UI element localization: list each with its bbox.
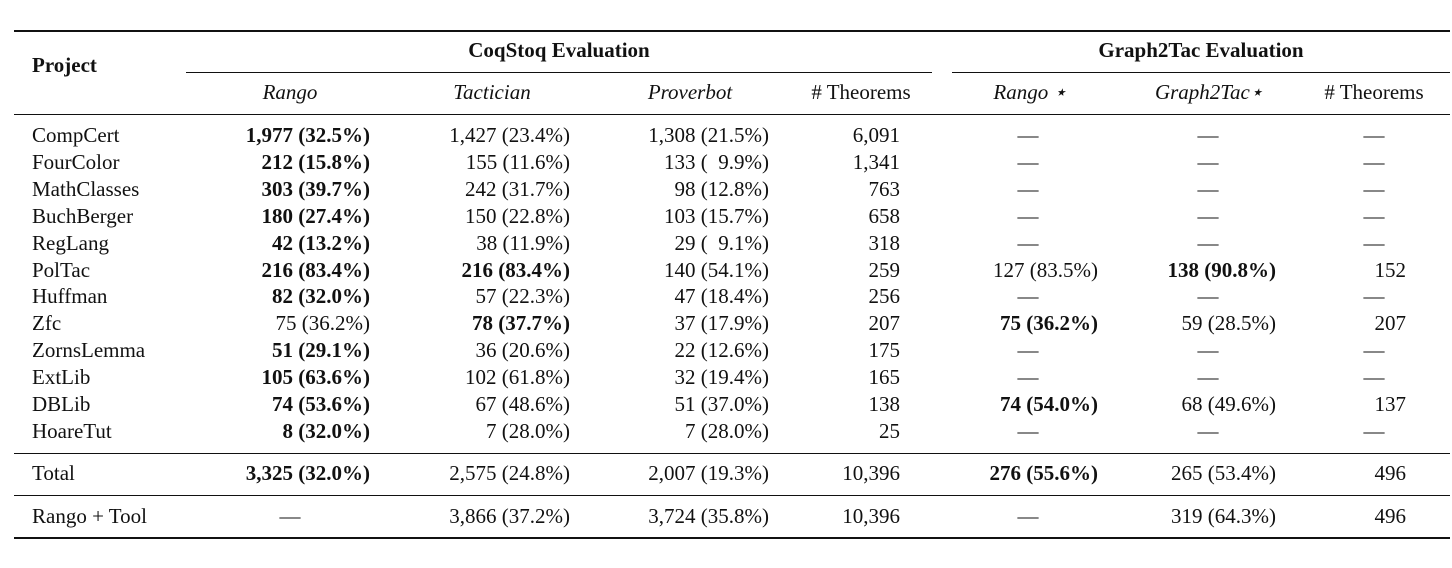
cell-col-0: 42 (13.2%)	[272, 231, 370, 255]
cell-col-5: —	[1197, 365, 1219, 389]
cell-col-5: —	[1197, 177, 1219, 201]
cell-col-0: 3,325 (32.0%)	[245, 461, 370, 485]
header-group-coqstoq: CoqStoq Evaluation	[468, 38, 650, 62]
column-header-2: Proverbot	[647, 80, 733, 104]
cell-col-3: 10,396	[842, 504, 900, 528]
cell-col-6: —	[1363, 284, 1385, 308]
coqstoq-subrule	[186, 72, 932, 73]
cell-col-4: 276 (55.6%)	[989, 461, 1098, 485]
cell-col-3: 25	[879, 419, 900, 443]
column-header-4: Rango ⋆	[993, 80, 1067, 104]
cell-col-4: —	[1017, 504, 1039, 528]
row-project-label: RegLang	[32, 231, 109, 255]
cell-col-3: 165	[868, 365, 900, 389]
cell-col-1: 36 (20.6%)	[475, 338, 570, 362]
row-project-label: CompCert	[32, 123, 120, 147]
cell-col-5: —	[1197, 231, 1219, 255]
cell-col-4: 74 (54.0%)	[1000, 392, 1098, 416]
cell-col-2: 3,724 (35.8%)	[648, 504, 769, 528]
cell-col-2: 1,308 (21.5%)	[648, 123, 769, 147]
cell-col-6: —	[1363, 419, 1385, 443]
cell-col-1: 1,427 (23.4%)	[449, 123, 570, 147]
cell-col-4: —	[1017, 365, 1039, 389]
cell-col-1: 155 (11.6%)	[465, 150, 570, 174]
cell-col-0: 212 (15.8%)	[261, 150, 370, 174]
cell-col-3: 175	[868, 338, 900, 362]
cell-col-5: —	[1197, 150, 1219, 174]
cell-col-3: 10,396	[842, 461, 900, 485]
cell-col-0: 180 (27.4%)	[261, 204, 370, 228]
column-header-6: # Theorems	[1324, 80, 1424, 104]
row-project-label: Total	[32, 461, 75, 485]
row-project-label: MathClasses	[32, 177, 140, 201]
cell-col-1: 57 (22.3%)	[475, 284, 570, 308]
cell-col-2: 32 (19.4%)	[674, 365, 769, 389]
cell-col-2: 37 (17.9%)	[674, 311, 769, 335]
cell-col-4: —	[1017, 284, 1039, 308]
header-project: Project	[32, 53, 97, 77]
cell-col-1: 67 (48.6%)	[475, 392, 570, 416]
cell-col-6: 496	[1374, 504, 1406, 528]
cell-col-6: —	[1363, 231, 1385, 255]
cell-col-1: 150 (22.8%)	[465, 204, 570, 228]
cell-col-3: 138	[868, 392, 900, 416]
cell-col-6: —	[1363, 204, 1385, 228]
row-project-label: FourColor	[32, 150, 120, 174]
cell-col-6: —	[1363, 177, 1385, 201]
cell-col-2: 7 (28.0%)	[685, 419, 769, 443]
cell-col-5: —	[1197, 204, 1219, 228]
cell-col-2: 103 (15.7%)	[664, 204, 769, 228]
cell-col-5: —	[1197, 419, 1219, 443]
cell-col-0: 75 (36.2%)	[275, 311, 370, 335]
row-project-label: BuchBerger	[32, 204, 134, 228]
cell-col-5: 265 (53.4%)	[1171, 461, 1276, 485]
cell-col-6: 152	[1374, 258, 1406, 282]
row-project-label: Zfc	[32, 311, 62, 335]
cell-col-3: 1,341	[852, 150, 900, 174]
cell-col-1: 38 (11.9%)	[476, 231, 570, 255]
column-header-1: Tactician	[453, 80, 531, 104]
cell-col-0: 82 (32.0%)	[272, 284, 370, 308]
cell-col-2: 22 (12.6%)	[674, 338, 769, 362]
cell-col-6: 137	[1374, 392, 1406, 416]
row-project-label: Rango + Tool	[32, 504, 147, 528]
row-project-label: ExtLib	[32, 365, 91, 389]
row-project-label: Huffman	[32, 284, 108, 308]
row-project-label: HoareTut	[32, 419, 112, 443]
cell-col-1: 102 (61.8%)	[465, 365, 570, 389]
cell-col-5: 319 (64.3%)	[1171, 504, 1276, 528]
cell-col-4: —	[1017, 338, 1039, 362]
cell-col-5: —	[1197, 338, 1219, 362]
cell-col-6: —	[1363, 123, 1385, 147]
column-header-5: Graph2Tac⋆	[1154, 80, 1264, 104]
cell-col-4: 127 (83.5%)	[993, 258, 1098, 282]
cell-col-3: 6,091	[852, 123, 900, 147]
cell-col-0: 216 (83.4%)	[261, 258, 370, 282]
cell-col-2: 98 (12.8%)	[674, 177, 769, 201]
cell-col-3: 318	[868, 231, 900, 255]
cell-col-2: 2,007 (19.3%)	[648, 461, 769, 485]
header-rule	[14, 114, 1450, 115]
cell-col-5: 68 (49.6%)	[1181, 392, 1276, 416]
cell-col-6: 496	[1374, 461, 1406, 485]
cell-col-0: 1,977 (32.5%)	[245, 123, 370, 147]
cell-col-0: 74 (53.6%)	[272, 392, 370, 416]
cell-col-0: 105 (63.6%)	[261, 365, 370, 389]
cell-col-4: —	[1017, 123, 1039, 147]
cell-col-4: —	[1017, 150, 1039, 174]
cell-col-6: —	[1363, 338, 1385, 362]
cell-col-0: 51 (29.1%)	[272, 338, 370, 362]
cell-col-1: 7 (28.0%)	[486, 419, 570, 443]
cell-col-3: 658	[868, 204, 900, 228]
cell-col-1: 3,866 (37.2%)	[449, 504, 570, 528]
cell-col-1: 216 (83.4%)	[461, 258, 570, 282]
row-project-label: DBLib	[32, 392, 91, 416]
cell-col-5: 138 (90.8%)	[1167, 258, 1276, 282]
cell-col-5: —	[1197, 284, 1219, 308]
header-group-graph2tac: Graph2Tac Evaluation	[1098, 38, 1304, 62]
cell-col-0: 303 (39.7%)	[261, 177, 370, 201]
cell-col-1: 2,575 (24.8%)	[449, 461, 570, 485]
cell-col-5: 59 (28.5%)	[1181, 311, 1276, 335]
cell-col-2: 29 ( 9.1%)	[674, 231, 769, 255]
cell-col-4: —	[1017, 177, 1039, 201]
bottom-rule	[14, 537, 1450, 539]
cell-col-2: 47 (18.4%)	[674, 284, 769, 308]
total-top-rule	[14, 453, 1450, 454]
cell-col-4: —	[1017, 231, 1039, 255]
cell-col-4: —	[1017, 204, 1039, 228]
cell-col-3: 259	[868, 258, 900, 282]
tool-top-rule	[14, 495, 1450, 496]
cell-col-0: —	[279, 504, 301, 528]
cell-col-6: —	[1363, 150, 1385, 174]
row-project-label: ZornsLemma	[32, 338, 146, 362]
cell-col-6: —	[1363, 365, 1385, 389]
cell-col-5: —	[1197, 123, 1219, 147]
row-project-label: PolTac	[32, 258, 91, 282]
cell-col-4: —	[1017, 419, 1039, 443]
column-header-0: Rango	[262, 80, 318, 104]
cell-col-4: 75 (36.2%)	[1000, 311, 1098, 335]
cell-col-0: 8 (32.0%)	[282, 419, 370, 443]
cell-col-2: 133 ( 9.9%)	[664, 150, 769, 174]
cell-col-6: 207	[1374, 311, 1406, 335]
cell-col-3: 256	[868, 284, 900, 308]
top-rule	[14, 30, 1450, 32]
cell-col-3: 763	[868, 177, 900, 201]
cell-col-1: 242 (31.7%)	[465, 177, 570, 201]
cell-col-2: 51 (37.0%)	[674, 392, 769, 416]
graph2tac-subrule	[952, 72, 1450, 73]
cell-col-1: 78 (37.7%)	[472, 311, 570, 335]
cell-col-3: 207	[868, 311, 900, 335]
cell-col-2: 140 (54.1%)	[664, 258, 769, 282]
column-header-3: # Theorems	[811, 80, 911, 104]
